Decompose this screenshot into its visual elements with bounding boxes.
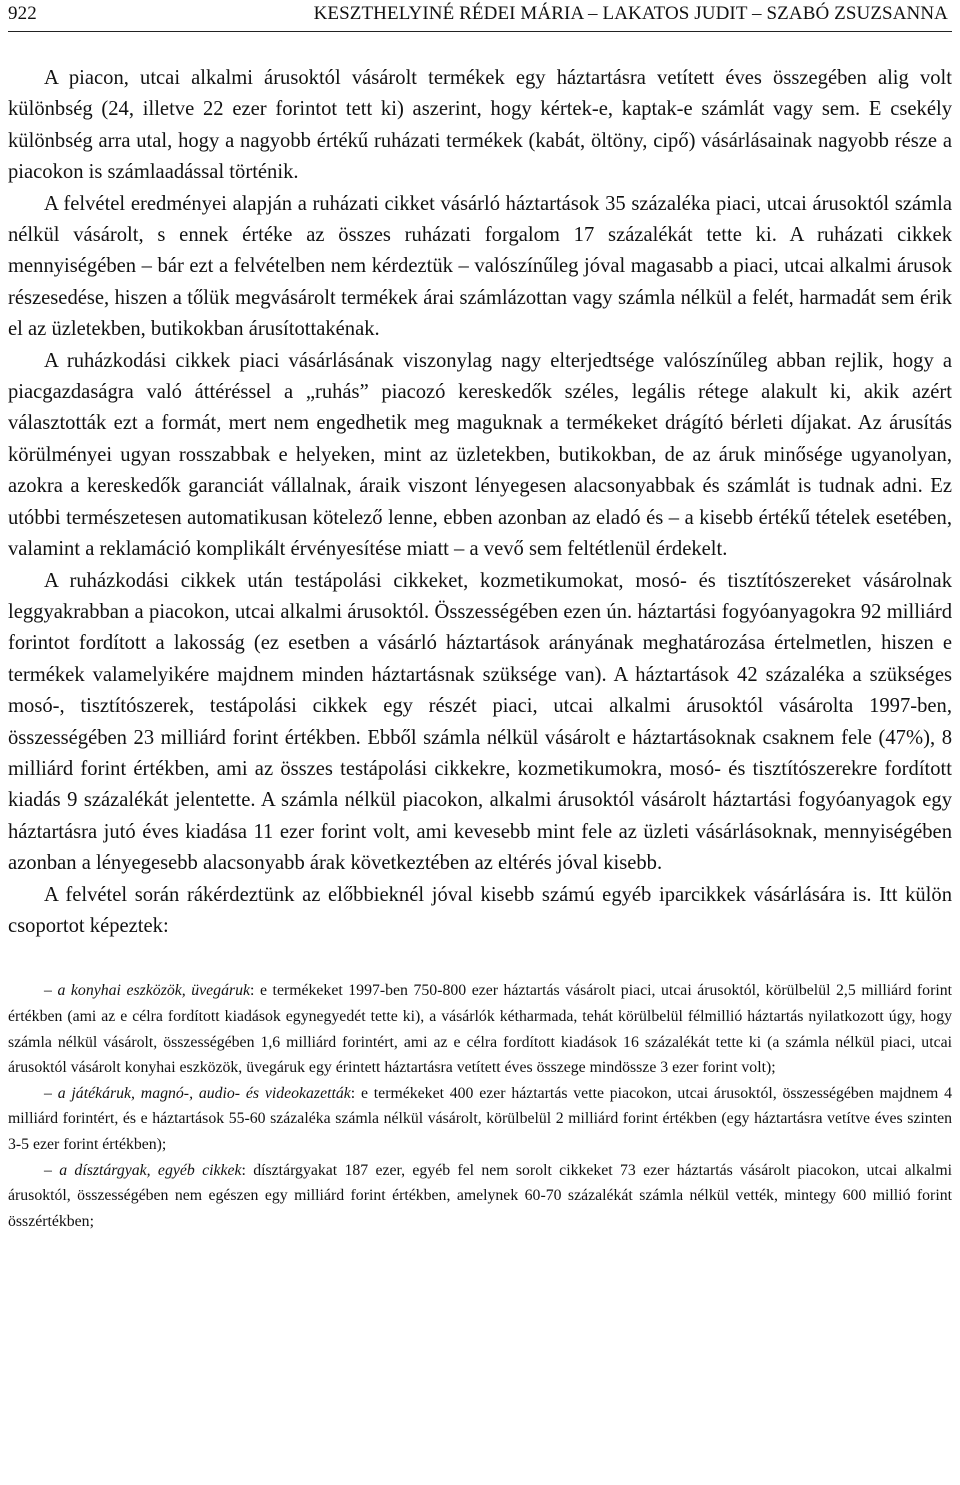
list-item [8,978,952,1080]
paragraph: A ruházkodási cikkek után testápolási cikkeket, kozmetikumokat, mosó- és tisztítószereket vásárolnak leggyakrabban a piacokon, utcai alkalmi árusoktól. Összességében ezen ún. háztartási fogyóanyagokra 92 milliárd forintot fordított a lakosság (ez esetben a vásárló háztartások arányának meghatározása értelmetlen, hiszen e termékek valamelyikére majdnem minden háztartásnak szüksége van). A háztartások 42 százaléka a szükséges mosó-, tisztítószerek, testápolási cikkek egy részét piaci, utcai alkalmi árusoktól vásárolta 1997-ben, összességében 23 milliárd forint értékben. Ebből számla nélkül vásárolt e háztartásoknak csaknem fele (47%), 8 milliárd forint értékben, ami az összes testápolási cikkekre, kozmetikumokra, mosó- és tisztítószerekre fordított kiadás 9 százalékát jelentette. A számla nélkül piacokon, alkalmi árusoktól vásárolt háztartási fogyóanyagok egy háztartásra jutó éves kiadása 11 ezer forint volt, ami kevesebb mint fele az üzleti vásárlásoknak, mennyiségében azonban a lényegesebb alacsonyabb árak következtében az eltérés jóval kisebb. [8,569,952,875]
list-dash: – [44,1084,58,1102]
list-item-term: a konyhai eszközök, üvegáruk [57,982,251,1000]
paragraph: A piacon, utcai alkalmi árusoktól vásárolt termékek egy háztartásra vetített éves összegében alig volt különbség (24, illetve 22 ezer forintot tett ki) aszerint, hogy kértek-e, kaptak-e számlát vagy sem. E csekély különbség arra utal, hogy a nagyobb értékű ruházati termékek (kabát, öltöny, cipő) vásárlásainak nagyobb része a piacokon is számlaadással történik. [8,67,952,184]
list-dash: – [44,982,58,1000]
running-header [8,0,952,32]
item-list [8,978,952,1234]
list-item-term: a játékáruk, magnó-, audio- és videokazetták [57,1084,351,1102]
list-item-text: : dísztárgyakat 187 ezer, egyéb fel nem sorolt cikkeket 73 ezer háztartás vásárolt piacokon, utcai alkalmi árusoktól, összességében nem egészen egy milliárd forint értékben, amelynek 60-70 százalékát számla nélkül vették, mintegy 600 millió forint összértékben; [8,1161,952,1230]
paragraph: A felvétel eredményei alapján a ruházati cikket vásárló háztartások 35 százaléka piaci, utcai árusoktól számla nélkül vásárolt, s ennek értéke az összes ruházati forgalom 17 százalékát tette ki. A ruházati cikkek mennyiségében – bár ezt a felvételben nem kérdeztük – valószínűleg jóval magasabb a piaci, utcai alkalmi árusok részesedése, hiszen a tőlük megvásárolt termékek árai számlázottan vagy számla nélkül a felét, harmadát sem érik el az üzletekben, butikokban árusítottakénak. [8,192,952,341]
list-item-text: : e termékeket 1997-ben 750-800 ezer háztartás vásárolt piaci, utcai árusoktól, körülbelül 2,5 milliárd forint értékben (ami az e célra fordított kiadások egynegyedét tette ki), a vásárlók kétharmada, tehát körülbelül félmillió háztartás nyilatkozott úgy, hogy számla nélkül vásárolt, összességében 1,6 milliárd forintért, ami az e célra fordított kiadások 16 százalékát tette ki (a számla nélkül piaci, utcai árusoktól vásárolt konyhai eszközök, üvegáruk egy érintett háztartásra vetített éves összege mindössze 3 ezer forint volt); [8,982,953,1077]
list-item [8,1158,952,1235]
paragraph: A felvétel során rákérdeztünk az előbbieknél jóval kisebb számú egyéb iparcikkek vásárlására is. Itt külön csoportot képeztek: [8,883,952,937]
list-item-term: a dísztárgyak, egyéb cikkek [59,1161,242,1179]
paragraph: A ruházkodási cikkek piaci vásárlásának viszonylag nagy elterjedtsége valószínűleg abban rejlik, hogy a piacgazdaságra való áttéréssel a „ruhás” piacozó kereskedők széles, legális rétege alakult ki, akik azért választották ezt a formát, mert nem engedhetik meg maguknak a termékeket drágító bérleti díjakat. Az árusítás körülményei ugyan rosszabbak e helyeken, mint az üzletekben, butikokban, de az áruk minősége ugyanolyan, azokra a kereskedők garanciát vállalnak, áraik viszont lényegesen alacsonyabbak és számlát is tudnak adni. Ez utóbbi természetesen automatikusan kötelező lenne, ebben azonban az eladó és – a kisebb értékű tételek esetében, valamint a reklamáció komplikált érvényesítése miatt – a vevő sem feltétlenül érdekelt. [8,349,952,561]
page-number: 922 [8,3,37,24]
main-text [8,63,952,942]
list-item-text: : e termékeket 400 ezer háztartás vette piacokon, utcai árusoktól, összességében majdnem 4 milliárd forintért, és e háztartások 55-60 százaléka számla nélkül vásárolt, körülbelül 2 milliárd forint értékben (egy háztartásra vetítve éves szinten 3-5 ezer forint értékben); [8,1084,952,1153]
running-head-authors: KESZTHELYINÉ RÉDEI MÁRIA – LAKATOS JUDIT – SZABÓ ZSUZSANNA [313,3,948,24]
list-item [8,1081,952,1158]
list-dash: – [44,1161,60,1179]
